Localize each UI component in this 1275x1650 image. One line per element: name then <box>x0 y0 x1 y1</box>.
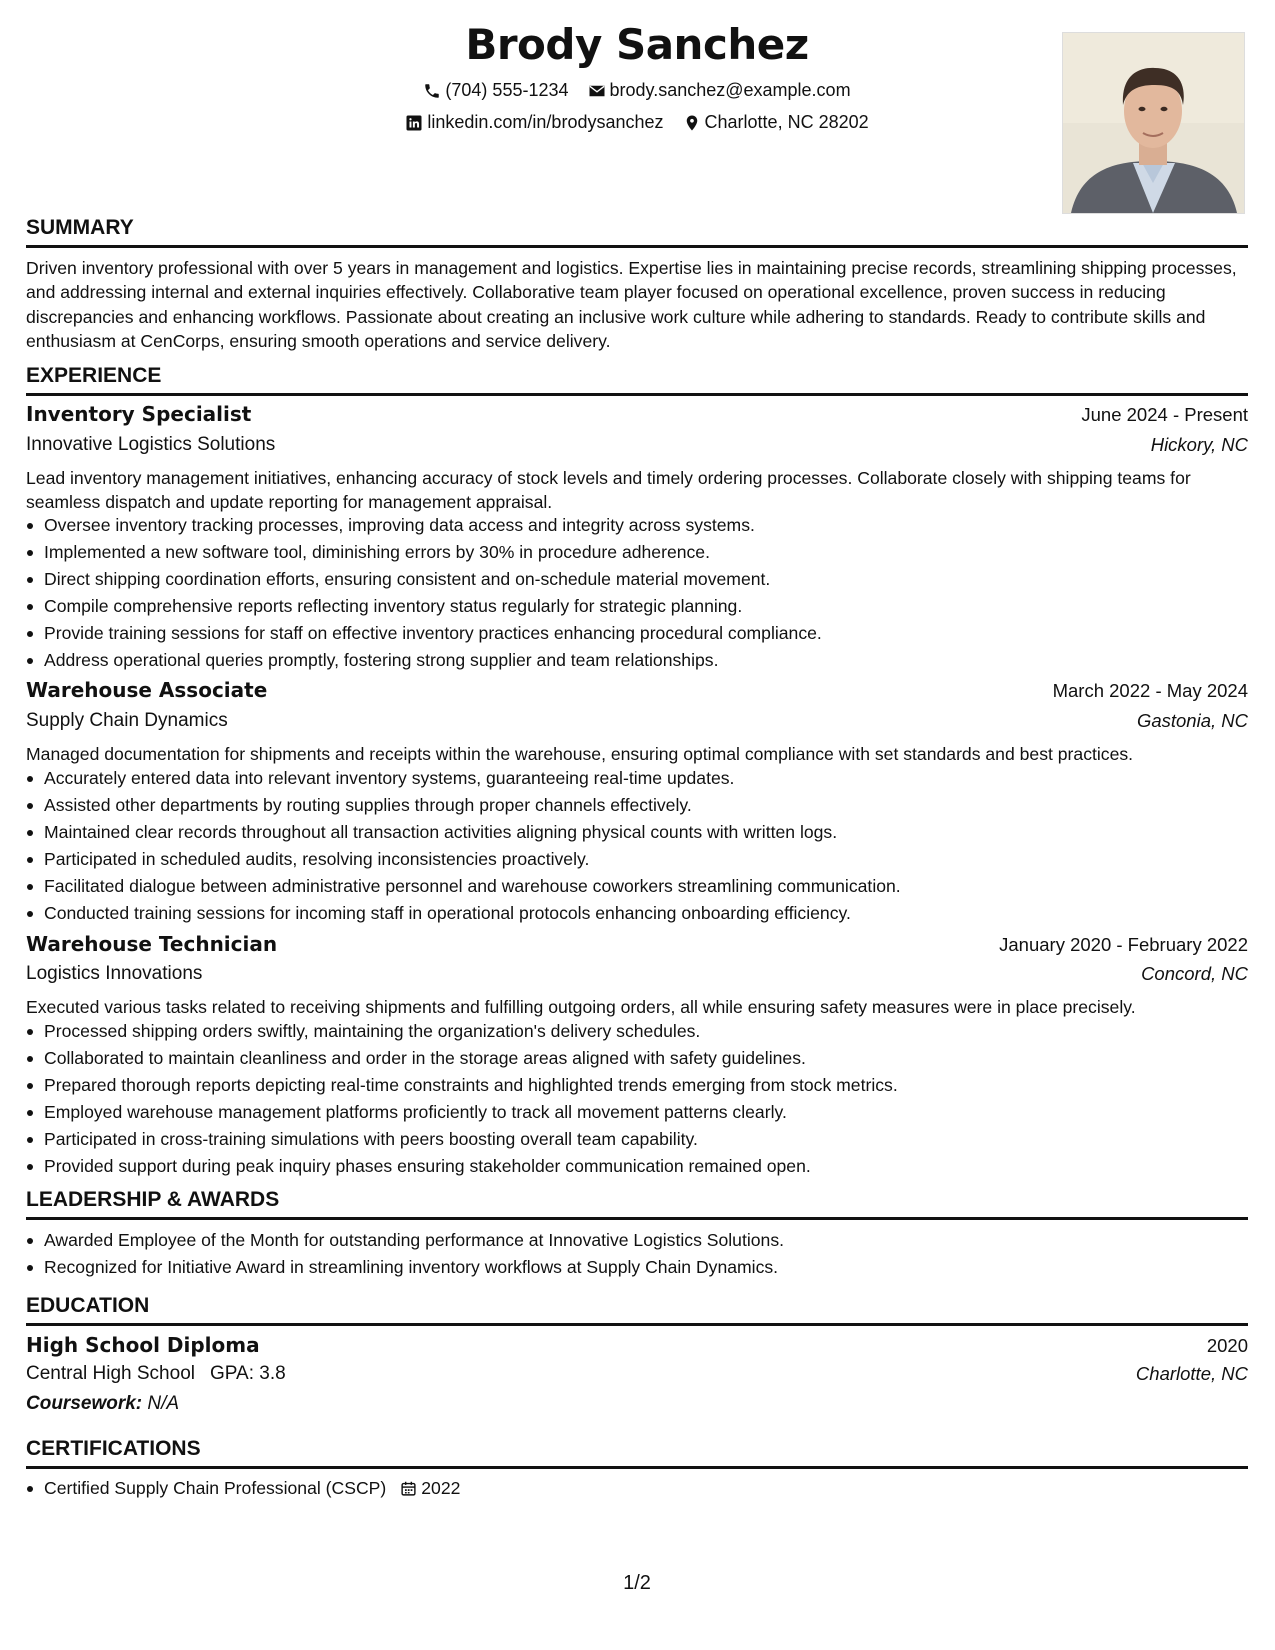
list-item: Participated in cross-training simulations with peers boosting overall team capability. <box>44 1127 1266 1154</box>
linkedin-contact[interactable] <box>405 112 663 133</box>
list-item: Oversee inventory tracking processes, improving data access and integrity across systems. <box>44 513 1266 540</box>
list-item: Maintained clear records throughout all transaction activities aligning physical counts with written logs. <box>44 820 1266 847</box>
list-item: Participated in scheduled audits, resolving inconsistencies proactively. <box>44 847 1266 874</box>
list-item: Collaborated to maintain cleanliness and order in the storage areas aligned with safety guidelines. <box>44 1046 1266 1073</box>
job-bullets <box>26 766 1266 928</box>
envelope-icon <box>588 82 606 100</box>
job-description: Lead inventory management initiatives, enhancing accuracy of stock levels and timely ordering processes. Collaborate closely with shipping teams for seamless dispatch and update reporting for management appraisal. <box>26 468 1191 513</box>
resume-page <box>26 0 1248 1650</box>
education-heading: EDUCATION <box>26 1294 1248 1326</box>
list-item: Awarded Employee of the Month for outstanding performance at Innovative Logistics Solutions. <box>44 1228 1266 1255</box>
list-item: Address operational queries promptly, fostering strong supplier and team relationships. <box>44 648 1266 675</box>
phone-text: (704) 555-1234 <box>445 80 569 100</box>
job-bullets <box>26 513 1266 675</box>
job-location: Gastonia, NC <box>1136 710 1248 731</box>
list-item: Direct shipping coordination efforts, ensuring consistent and on-schedule material movement. <box>44 567 1266 594</box>
list-item: Provided support during peak inquiry phases ensuring stakeholder communication remained open. <box>44 1154 1266 1181</box>
summary-heading: SUMMARY <box>26 216 1248 248</box>
school-info <box>26 1363 286 1385</box>
job-location: Concord, NC <box>1141 963 1248 984</box>
job-dates: March 2022 - May 2024 <box>1052 680 1248 701</box>
job-title: Inventory Specialist <box>26 402 252 426</box>
list-item: Implemented a new software tool, diminishing errors by 30% in procedure adherence. <box>44 540 1266 567</box>
certification-name: Certified Supply Chain Professional (CSCP) <box>44 1478 387 1498</box>
email-text: brody.sanchez@example.com <box>609 80 851 100</box>
certifications-heading: CERTIFICATIONS <box>26 1437 1248 1469</box>
list-item: Recognized for Initiative Award in streamlining inventory workflows at Supply Chain Dynamics. <box>44 1255 1266 1282</box>
map-pin-icon <box>683 114 701 132</box>
list-item: Employed warehouse management platforms proficiently to track all movement patterns clearly. <box>44 1100 1266 1127</box>
coursework-label: Coursework: <box>26 1393 143 1414</box>
coursework <box>26 1393 179 1415</box>
certifications-list <box>26 1476 1266 1503</box>
job-title: Warehouse Technician <box>26 932 278 956</box>
page-number: 1/2 <box>623 1572 651 1594</box>
graduation-year: 2020 <box>1206 1335 1248 1356</box>
job-dates: January 2020 - February 2022 <box>999 934 1248 955</box>
certification-year: 2022 <box>421 1478 461 1498</box>
leadership-bullets <box>26 1228 1266 1282</box>
list-item: Accurately entered data into relevant inventory systems, guaranteeing real-time updates. <box>44 766 1266 793</box>
job-description: Managed documentation for shipments and receipts within the warehouse, ensuring optimal compliance with set standards and best practices. <box>26 744 1134 764</box>
list-item: Processed shipping orders swiftly, maintaining the organization's delivery schedules. <box>44 1019 1266 1046</box>
coursework-value: N/A <box>147 1393 180 1414</box>
degree-title: High School Diploma <box>26 1333 260 1357</box>
list-item: Conducted training sessions for incoming staff in operational protocols enhancing onboarding efficiency. <box>44 901 1266 928</box>
job-title: Warehouse Associate <box>26 678 268 702</box>
list-item: Facilitated dialogue between administrative personnel and warehouse coworkers streamlining communication. <box>44 874 1266 901</box>
phone-contact[interactable] <box>423 80 568 101</box>
linkedin-icon <box>405 114 423 132</box>
school-name: Central High School <box>26 1363 195 1384</box>
job-description: Executed various tasks related to receiving shipments and fulfilling outgoing orders, all while ensuring safety measures were in place precisely. <box>26 997 1136 1017</box>
leadership-heading: LEADERSHIP & AWARDS <box>26 1188 1248 1220</box>
profile-photo <box>1062 32 1245 214</box>
phone-icon <box>423 82 441 100</box>
list-item: Assisted other departments by routing supplies through proper channels effectively. <box>44 793 1266 820</box>
list-item <box>44 1476 1266 1503</box>
linkedin-text: linkedin.com/in/brodysanchez <box>427 112 664 132</box>
list-item: Prepared thorough reports depicting real-time constraints and highlighted trends emerging from stock metrics. <box>44 1073 1266 1100</box>
candidate-name: Brody Sanchez <box>465 20 809 69</box>
summary-text: Driven inventory professional with over 5 years in management and logistics. Expertise lies in maintaining precise records, streamlining shipping processes, and addressing internal and external inquiries effectively. Collaborative team player focused on operational excellence, proven success in reducing discrepancies and enhancing workflows. Passionate about creating an inclusive work culture while adhering to standards. Ready to contribute skills and enthusiasm at CenCorps, ensuring smooth operations and service delivery. <box>26 258 1237 351</box>
job-bullets <box>26 1019 1266 1181</box>
job-dates: June 2024 - Present <box>1081 404 1248 425</box>
school-location: Charlotte, NC <box>1135 1363 1248 1384</box>
job-company: Logistics Innovations <box>26 963 203 984</box>
list-item: Compile comprehensive reports reflecting inventory status regularly for strategic planning. <box>44 594 1266 621</box>
location-contact <box>683 112 869 133</box>
email-contact[interactable] <box>588 80 851 101</box>
calendar-icon <box>400 1480 417 1497</box>
list-item: Provide training sessions for staff on effective inventory practices enhancing procedural compliance. <box>44 621 1266 648</box>
job-company: Supply Chain Dynamics <box>26 710 228 731</box>
job-location: Hickory, NC <box>1150 434 1248 455</box>
job-company: Innovative Logistics Solutions <box>26 434 276 455</box>
gpa: GPA: 3.8 <box>209 1363 286 1384</box>
experience-heading: EXPERIENCE <box>26 364 1248 396</box>
certification-entry <box>44 1476 460 1500</box>
location-text: Charlotte, NC 28202 <box>704 112 869 132</box>
